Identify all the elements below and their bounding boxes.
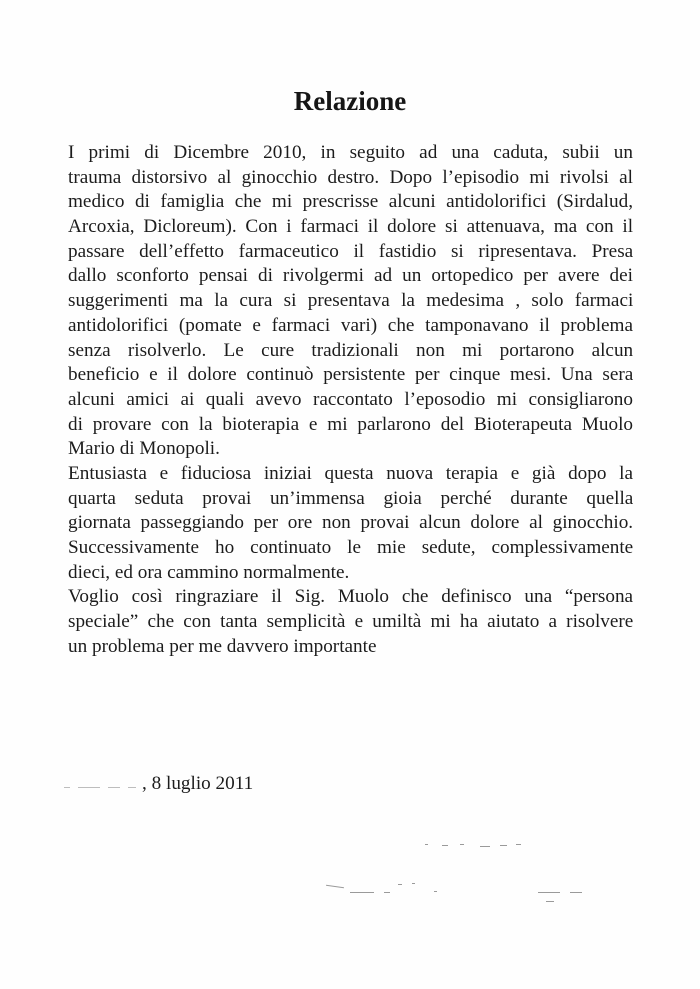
body-line: dieci, ed ora cammino normalmente. (68, 561, 350, 583)
date-line (64, 773, 253, 795)
body-line: Voglio così ringraziare il Sig. Muolo che definisco una “persona (68, 586, 634, 608)
body-line: beneficio e il dolore continuò persistente per cinque mesi. Una sera (68, 364, 634, 386)
body-line: giornata passeggiando per ore non provai alcun dolore al ginocchio. (68, 512, 634, 534)
body-line: Successivamente ho continuato le mie sedute, complessivamente (68, 537, 634, 558)
redacted-signature (320, 835, 620, 915)
document-body (68, 141, 633, 659)
body-line: suggerimenti ma la cura si presentava la medesima , solo farmaci (68, 290, 634, 312)
redacted-place-name (64, 775, 142, 789)
body-line: alcuni amici ai quali avevo raccontato l’eposodio mi consigliarono (68, 388, 633, 410)
date-text: , 8 luglio 2011 (142, 773, 254, 794)
body-line: I primi di Dicembre 2010, in seguito ad una caduta, subii un (68, 142, 633, 163)
body-line: di provare con la bioterapia e mi parlarono del Bioterapeuta Muolo (68, 413, 633, 435)
body-line: medico di famiglia che mi prescrisse alcuni antidolorifici (Sirdalud, (68, 191, 633, 213)
body-line: quarta seduta provai un’immensa gioia perché durante quella (68, 487, 634, 509)
body-line: antidolorifici (pomate e farmaci vari) che tamponavano il problema (68, 314, 633, 336)
body-line: speciale” che con tanta semplicità e umiltà mi ha aiutato a risolvere (68, 611, 634, 633)
body-line: passare dell’effetto farmaceutico il fastidio si ripresentava. Presa (68, 240, 634, 262)
body-line: senza risolverlo. Le cure tradizionali non mi portarono alcun (68, 339, 634, 361)
body-line: Mario di Monopoli. (68, 438, 220, 460)
body-line: Arcoxia, Dicloreum). Con i farmaci il dolore si attenuava, ma con il (68, 216, 634, 238)
body-line: un problema per me davvero importante (68, 635, 377, 657)
body-line: dallo sconforto pensai di rivolgermi ad un ortopedico per avere dei (68, 265, 633, 287)
document-title: Relazione (293, 86, 407, 116)
body-line: trauma distorsivo al ginocchio destro. Dopo l’episodio mi rivolsi al (68, 166, 633, 188)
body-line: Entusiasta e fiduciosa iniziai questa nuova terapia e già dopo la (68, 462, 633, 484)
